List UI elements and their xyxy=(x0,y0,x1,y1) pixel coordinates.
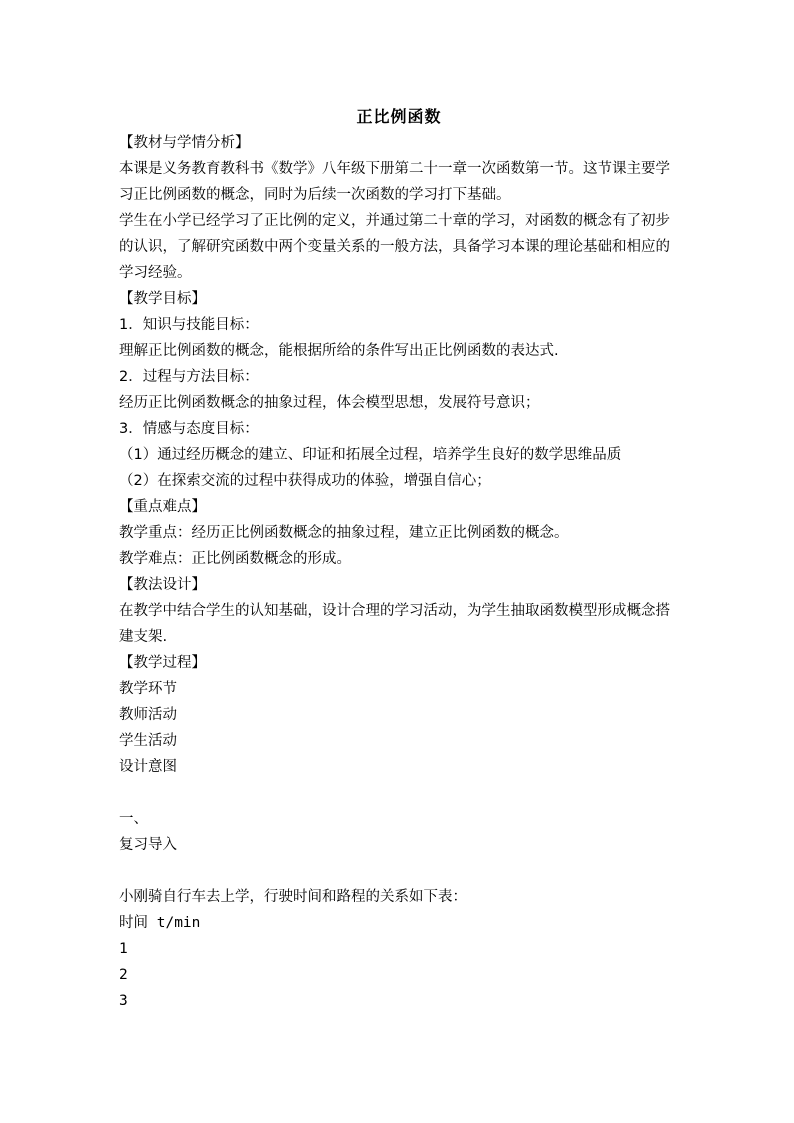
process-column-teacher: 教师活动 xyxy=(119,707,177,723)
goal-2-text: 经历正比例函数概念的抽象过程，体会模型思想，发展符号意识； xyxy=(119,395,540,411)
section-heading-process: 【教学过程】 xyxy=(119,655,206,671)
goal-3-item-2: （2）在探索交流的过程中获得成功的体验，增强自信心； xyxy=(119,473,491,489)
goal-3-label: 3．情感与态度目标： xyxy=(119,421,259,437)
spacer xyxy=(119,780,679,806)
document-title: 正比例函数 xyxy=(356,107,442,126)
table-value: 3 xyxy=(119,993,128,1009)
section-heading-goals: 【教学目标】 xyxy=(119,291,206,307)
analysis-paragraph-2: 学生在小学已经学习了正比例的定义，并通过第二十章的学习，对函数的概念有了初步的认识，了解研究函数中两个变量关系的一般方法，具备学习本课的理论基础和相应的学习经验。 xyxy=(119,213,670,281)
process-column-stage: 教学环节 xyxy=(119,681,177,697)
section-heading-method: 【教法设计】 xyxy=(119,577,206,593)
stage-1-number: 一、 xyxy=(119,811,148,827)
method-paragraph: 在教学中结合学生的认知基础，设计合理的学习活动，为学生抽取函数模型形成概念搭建支架. xyxy=(119,603,670,645)
analysis-paragraph-1: 本课是义务教育教科书《数学》八年级下册第二十一章一次函数第一节。这节课主要学习正比例函数的概念，同时为后续一次函数的学习打下基础。 xyxy=(119,161,670,203)
goal-2-label: 2．过程与方法目标： xyxy=(119,369,259,385)
process-column-student: 学生活动 xyxy=(119,733,177,749)
section-heading-analysis: 【教材与学情分析】 xyxy=(119,135,250,151)
section-heading-key-points: 【重点难点】 xyxy=(119,499,206,515)
spacer xyxy=(119,858,679,884)
goal-1-text: 理解正比例函数的概念，能根据所给的条件写出正比例函数的表达式. xyxy=(119,343,559,359)
table-header-time: 时间 t/min xyxy=(119,915,201,931)
goal-1-label: 1．知识与技能目标： xyxy=(119,317,259,333)
stage-1-name: 复习导入 xyxy=(119,837,177,853)
difficult-point-text: 教学难点：正比例函数概念的形成。 xyxy=(119,551,351,567)
document-content xyxy=(119,104,679,1014)
key-point-text: 教学重点：经历正比例函数概念的抽象过程，建立正比例函数的概念。 xyxy=(119,525,569,541)
goal-3-item-1: （1）通过经历概念的建立、印证和拓展全过程，培养学生良好的数学思维品质 xyxy=(119,447,622,463)
intro-problem-text: 小刚骑自行车去上学，行驶时间和路程的关系如下表： xyxy=(119,889,467,905)
table-value: 1 xyxy=(119,941,128,957)
process-column-intent: 设计意图 xyxy=(119,759,177,775)
table-value: 2 xyxy=(119,967,128,983)
